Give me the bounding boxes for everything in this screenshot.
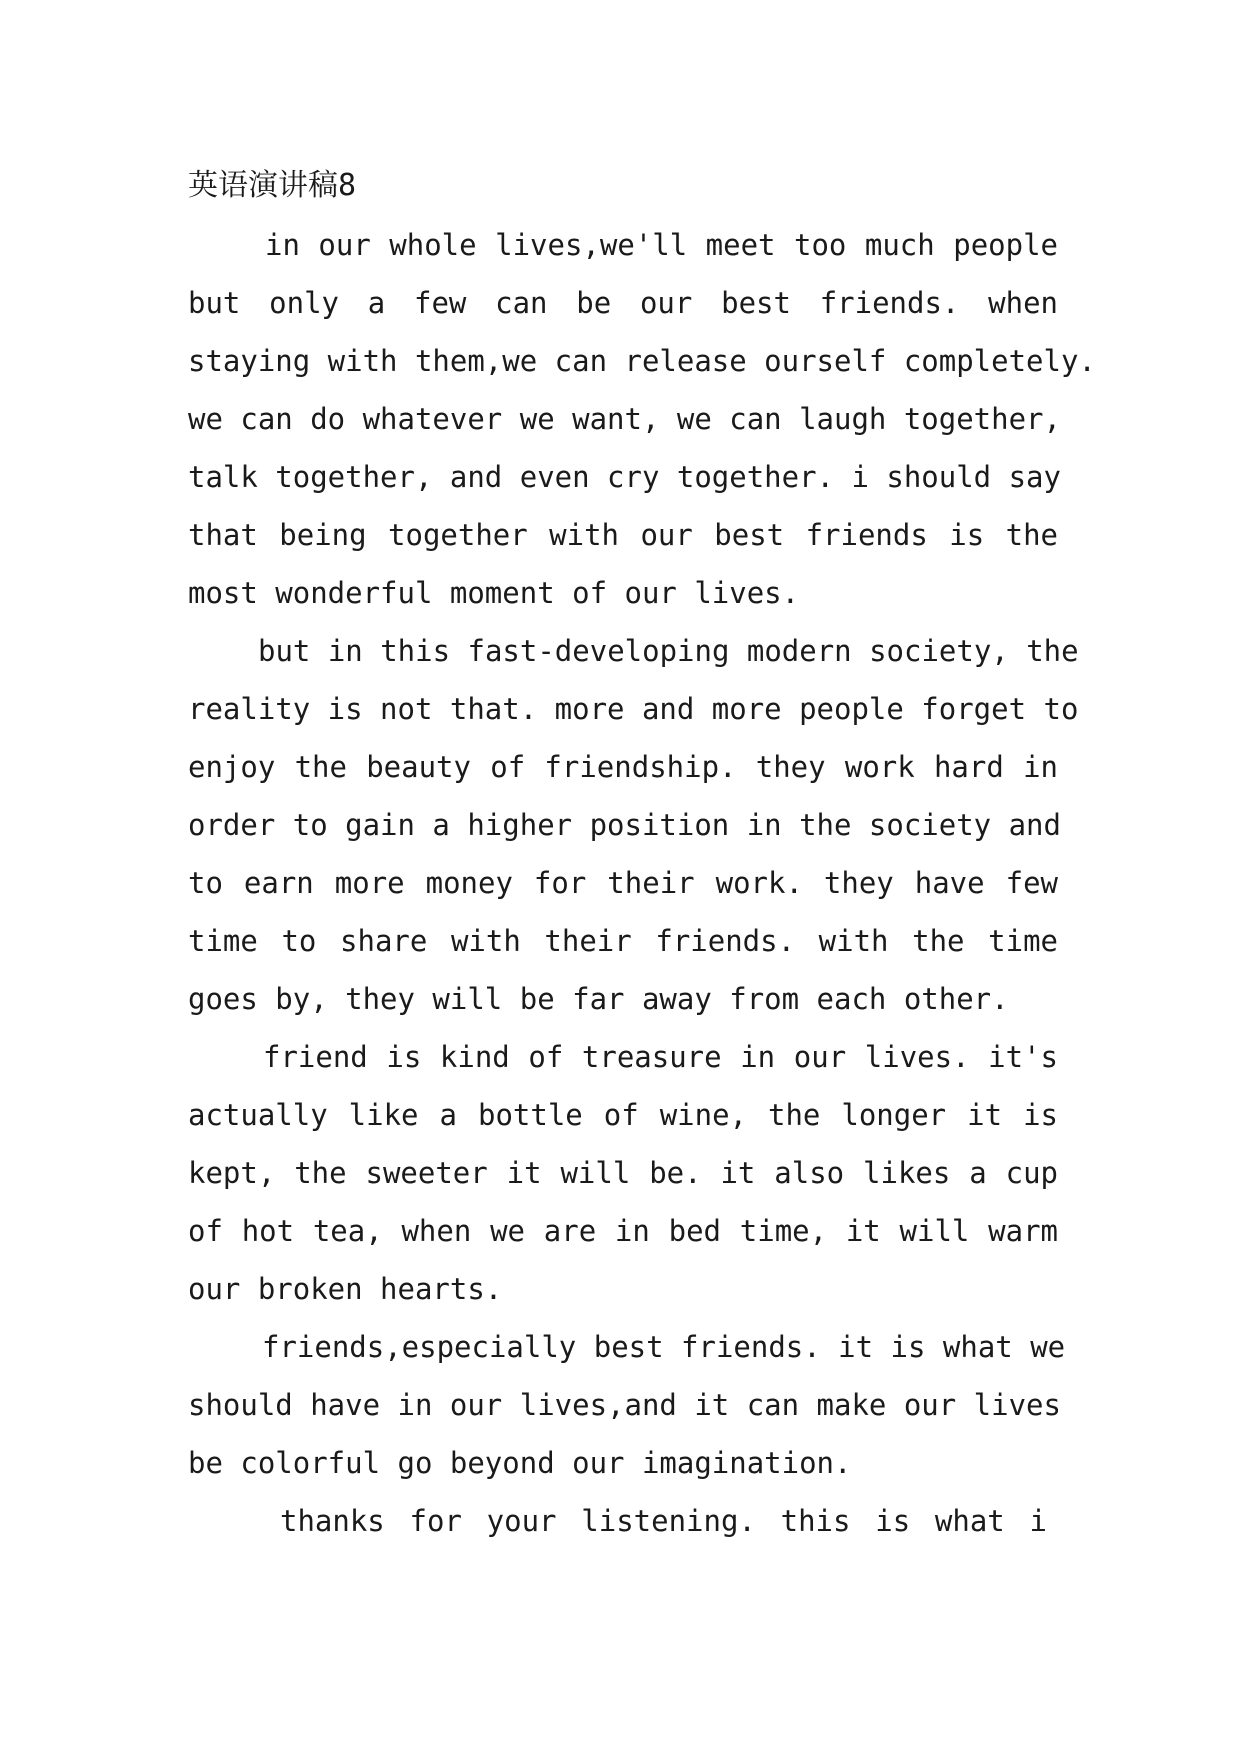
paragraph-1-line-6: that being together with our best friends is the xyxy=(188,518,1058,552)
paragraph-1-line-5: talk together, and even cry together. i should say xyxy=(188,460,1061,494)
paragraph-1-line-7: most wonderful moment of our lives. xyxy=(188,576,800,610)
paragraph-2-line-7: goes by, they will be far away from each other. xyxy=(188,982,1009,1016)
paragraph-2-line-1: but in this fast-developing modern society, the xyxy=(258,634,1079,668)
paragraph-1-line-3: staying with them,we can release ourself completely. xyxy=(188,344,1096,378)
paragraph-3-line-1: friend is kind of treasure in our lives. it's xyxy=(263,1040,1058,1074)
paragraph-4-line-2: should have in our lives,and it can make our lives xyxy=(188,1388,1061,1422)
paragraph-1-line-4: we can do whatever we want, we can laugh together, xyxy=(188,402,1061,436)
paragraph-1-line-1: in our whole lives,we'll meet too much people xyxy=(265,228,1058,262)
paragraph-4-line-3: be colorful go beyond our imagination. xyxy=(188,1446,852,1480)
paragraph-2-line-4: order to gain a higher position in the society and xyxy=(188,808,1061,842)
paragraph-4-line-1: friends,especially best friends. it is what we xyxy=(262,1330,1066,1364)
paragraph-2-line-5: to earn more money for their work. they have few xyxy=(188,866,1058,900)
paragraph-3-line-5: our broken hearts. xyxy=(188,1272,503,1306)
paragraph-1-line-2: but only a few can be our best friends. when xyxy=(188,286,1058,320)
paragraph-3-line-2: actually like a bottle of wine, the longer it is xyxy=(188,1098,1058,1132)
paragraph-5-line-1: thanks for your listening. this is what i xyxy=(280,1504,1047,1538)
paragraph-3-line-4: of hot tea, when we are in bed time, it will warm xyxy=(188,1214,1058,1248)
paragraph-2-line-2: reality is not that. more and more people forget to xyxy=(188,692,1079,726)
paragraph-2-line-6: time to share with their friends. with the time xyxy=(188,924,1058,958)
paragraph-2-line-3: enjoy the beauty of friendship. they work hard in xyxy=(188,750,1058,784)
document-title: 英语演讲稿8 xyxy=(188,168,357,203)
paragraph-3-line-3: kept, the sweeter it will be. it also likes a cup xyxy=(188,1156,1058,1190)
